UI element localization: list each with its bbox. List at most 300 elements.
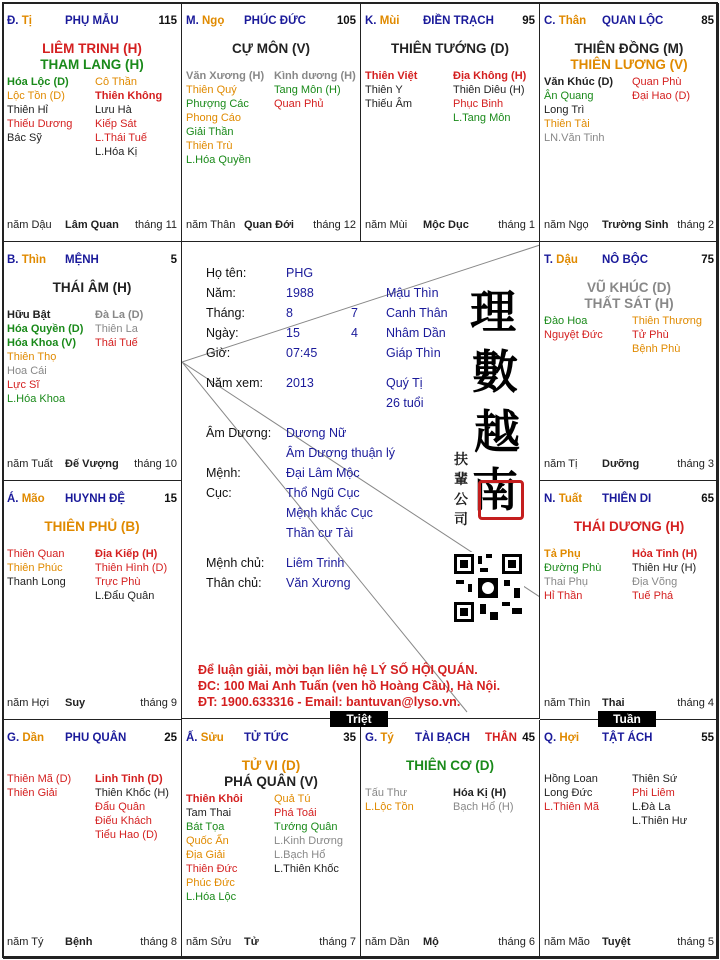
star-item: Hóa Kị (H): [453, 787, 507, 799]
star-item: Đào Hoa: [544, 315, 588, 327]
day-value: 15: [286, 326, 300, 340]
star-item: L.Lộc Tồn: [365, 801, 414, 813]
palace-title: HUYNH ĐỆ: [65, 493, 126, 505]
star-item: Hữu Bật: [7, 309, 51, 321]
star-item: Đại Hao (D): [632, 90, 691, 102]
star-item: Trực Phù: [95, 576, 141, 588]
palace-branch-prefix: N.: [544, 493, 556, 505]
right-stars: [453, 786, 514, 814]
main-star: THÁI DƯƠNG (H): [573, 519, 685, 534]
main-star: THIÊN TƯỚNG (D): [391, 41, 509, 56]
main-star: THẤT SÁT (H): [584, 296, 674, 311]
palace-number: 105: [336, 15, 356, 27]
palace-branch: Mão: [21, 493, 45, 505]
star-item: Quan Phủ: [274, 98, 324, 110]
palace-mao: [3, 481, 182, 720]
palace-year: năm Mùi: [365, 219, 408, 231]
day-can: Nhâm Dần: [386, 326, 446, 340]
palace-year: năm Tị: [544, 458, 578, 470]
palace-footer: [544, 458, 714, 472]
red-seal-stamp: [478, 480, 524, 520]
star-item: Thiên Hư (H): [632, 562, 697, 574]
menh-label: Mệnh:: [206, 466, 241, 480]
palace-branch: Tý: [380, 732, 394, 744]
month-can: Canh Thân: [386, 306, 448, 320]
main-star: THAM LANG (H): [40, 57, 144, 72]
palace-header: [365, 15, 535, 31]
star-item: Tấu Thư: [365, 787, 408, 799]
star-item: Quan Phù: [632, 76, 682, 88]
name-label: Họ tên:: [206, 266, 247, 280]
star-item: Thiên Trù: [186, 140, 233, 152]
palace-title: THIÊN DI: [602, 493, 652, 505]
palace-month: tháng 10: [134, 458, 177, 470]
palace-month: tháng 8: [140, 936, 177, 948]
palace-footer: [7, 936, 177, 950]
right-stars: [453, 69, 526, 125]
calligraphy-char-1: 理: [470, 285, 516, 339]
star-item: Tam Thai: [186, 807, 232, 819]
star-item: L.Đà La: [632, 801, 671, 813]
palace-branch-prefix: K.: [365, 15, 377, 27]
star-item: Thanh Long: [7, 576, 66, 588]
palace-than: [540, 3, 719, 242]
star-item: Quả Tú: [274, 793, 311, 805]
palace-year: năm Dần: [365, 936, 410, 948]
than-chu-value: Văn Xương: [286, 576, 351, 590]
star-item: Phong Cáo: [186, 112, 242, 124]
triet-badge: Triệt: [330, 711, 388, 727]
star-item: Lực Sĩ: [7, 379, 40, 391]
palace-stage: Đế Vượng: [65, 458, 119, 470]
palace-number: 65: [701, 493, 714, 505]
palace-number: 75: [701, 254, 714, 266]
palace-title: MỆNH: [65, 254, 99, 266]
star-item: Tả Phụ: [544, 548, 581, 560]
main-star: THÁI ÂM (H): [52, 280, 132, 295]
palace-number: 25: [164, 732, 177, 744]
palace-stage: Suy: [65, 697, 86, 709]
palace-branch: Tuất: [558, 493, 583, 505]
side-vertical-text: 扶 輩 公 司: [454, 452, 468, 528]
palace-branch: Sửu: [200, 732, 224, 744]
star-item: Long Đức: [544, 787, 593, 799]
year-label: Năm:: [206, 286, 236, 300]
star-item: Kiếp Sát: [95, 118, 137, 130]
palace-stage: Thai: [602, 697, 625, 709]
palace-branch: Tị: [21, 15, 32, 27]
palace-branch-prefix: T.: [544, 254, 553, 266]
amduong-label: Âm Dương:: [206, 426, 272, 440]
star-item: Địa Võng: [632, 576, 678, 588]
left-stars: [7, 772, 71, 800]
palace-year: năm Mão: [544, 936, 590, 948]
palace-title: TÀI BẠCH: [415, 732, 470, 744]
star-item: Thai Phụ: [544, 576, 589, 588]
palace-stage: Quan Đới: [244, 219, 294, 231]
star-item: Hóa Lộc (D): [7, 76, 69, 88]
left-stars: [544, 547, 601, 603]
star-item: L.Đẩu Quân: [95, 590, 155, 602]
star-item: Đường Phù: [544, 562, 602, 574]
month-label: Tháng:: [206, 306, 245, 320]
palace-branch-prefix: G.: [365, 732, 378, 744]
star-item: Thiên Quý: [186, 84, 237, 96]
palace-footer: [7, 219, 177, 233]
palace-title: TẬT ÁCH: [602, 732, 653, 744]
calligraphy-char-3: 越: [474, 405, 520, 459]
palace-number: 15: [164, 493, 177, 505]
palace-stage: Tử: [244, 936, 259, 948]
star-item: Phượng Các: [186, 98, 249, 110]
star-item: L.Hóa Kị: [95, 146, 138, 158]
right-stars: [274, 69, 356, 111]
left-stars: [544, 314, 603, 342]
star-item: L.Thiên Hư: [632, 815, 688, 827]
palace-month: tháng 11: [134, 219, 177, 231]
star-item: L.Bạch Hổ: [274, 849, 326, 861]
star-item: Hoa Cái: [7, 365, 47, 377]
palace-year: năm Tuất: [7, 458, 53, 470]
palace-header: [544, 493, 714, 509]
star-item: Đà La (D): [95, 309, 144, 321]
palace-footer: [7, 697, 177, 711]
hour-label: Giờ:: [206, 346, 231, 360]
day-lunar: 4: [351, 326, 358, 340]
star-item: Phi Liêm: [632, 787, 675, 799]
star-item: Kình dương (H): [274, 70, 356, 82]
star-item: Hỉ Thần: [544, 590, 583, 602]
star-item: L.Hóa Lộc: [186, 891, 237, 903]
star-item: Thiên Đức: [186, 863, 238, 875]
star-item: L.Thái Tuế: [95, 132, 147, 144]
palace-footer: [544, 697, 714, 711]
star-item: Thiên Sứ: [632, 773, 678, 785]
star-item: Linh Tinh (D): [95, 773, 163, 785]
left-stars: [7, 547, 66, 589]
center-info-panel: [182, 242, 540, 719]
palace-year: năm Sửu: [186, 936, 232, 948]
contact-line-3: ĐT: 1900.633316 - Email: bantuvan@lyso.vn.: [198, 695, 461, 709]
star-item: Tuế Phá: [632, 590, 674, 602]
palace-branch-prefix: Q.: [544, 732, 557, 744]
palace-year: năm Thìn: [544, 697, 591, 709]
star-item: Ân Quang: [544, 90, 594, 102]
star-item: Giải Thần: [186, 126, 234, 138]
star-item: Thiên Thọ: [7, 351, 57, 363]
month-lunar: 7: [351, 306, 358, 320]
palace-number: 85: [701, 15, 714, 27]
year-value: 1988: [286, 286, 314, 300]
palace-month: tháng 1: [498, 219, 535, 231]
tuan-badge: Tuần: [598, 711, 656, 727]
palace-month: tháng 2: [677, 219, 714, 231]
right-stars: [632, 314, 702, 356]
palace-suu: [182, 720, 361, 959]
name-value: PHG: [286, 266, 314, 280]
palace-year: năm Dậu: [7, 219, 52, 231]
palace-branch: Mùi: [379, 15, 400, 27]
left-stars: [365, 69, 417, 111]
palace-title: PHÚC ĐỨC: [244, 15, 306, 27]
star-item: Lộc Tồn (D): [7, 90, 65, 102]
calligraphy-char-2: 數: [472, 345, 518, 399]
star-item: Địa Giải: [186, 849, 226, 861]
palace-ty: [361, 720, 540, 959]
star-item: Thiên Phúc: [7, 562, 63, 574]
view-year-value: 2013: [286, 376, 314, 390]
star-item: Thiên Không: [95, 90, 163, 102]
view-year-label: Năm xem:: [206, 376, 263, 390]
star-item: LN.Văn Tinh: [544, 132, 605, 144]
main-star: THIÊN ĐỒNG (M): [574, 41, 684, 56]
cuc-value: Thổ Ngũ Cục: [286, 486, 360, 500]
palace-header: [7, 15, 177, 31]
contact-info: [198, 662, 500, 710]
star-item: Hỏa Tinh (H): [632, 548, 698, 560]
palace-branch-prefix: Á.: [7, 493, 19, 505]
palace-title: PHU QUÂN: [65, 732, 127, 744]
amduong-relation: Âm Dương thuận lý: [286, 446, 395, 460]
palace-year: năm Hợi: [7, 697, 50, 709]
palace-branch-prefix: Ấ.: [186, 732, 198, 744]
star-item: Thiên Khốc (H): [95, 787, 169, 799]
palace-stage: Trường Sinh: [602, 219, 669, 231]
right-stars: [95, 308, 143, 350]
palace-number: 45: [522, 732, 535, 744]
star-item: Phúc Đức: [186, 877, 235, 889]
right-stars: [632, 75, 690, 103]
star-item: Bác Sỹ: [7, 132, 42, 144]
palace-number: 55: [701, 732, 714, 744]
palace-branch: Hợi: [559, 732, 580, 744]
palace-header: [186, 732, 356, 748]
star-item: L.Hóa Khoa: [7, 393, 66, 405]
right-stars: [95, 547, 167, 603]
qr-code: [452, 552, 524, 624]
contact-line-2: ĐC: 100 Mai Anh Tuấn (ven hồ Hoàng Cầu), Hà Nội.: [198, 679, 501, 693]
right-stars: [274, 792, 343, 876]
star-item: Nguyệt Đức: [544, 329, 603, 341]
palace-mui: [361, 3, 540, 242]
palace-year: năm Thân: [186, 219, 236, 231]
star-item: Đẩu Quân: [95, 801, 146, 813]
right-stars: [632, 547, 697, 603]
palace-branch-prefix: M.: [186, 15, 199, 27]
palace-title: ĐIỀN TRẠCH: [423, 15, 494, 27]
palace-ngo: [182, 3, 361, 242]
hour-value: 07:45: [286, 346, 318, 360]
palace-number: 5: [170, 254, 177, 266]
palace-month: tháng 6: [498, 936, 535, 948]
palace-month: tháng 5: [677, 936, 714, 948]
star-item: Địa Kiếp (H): [95, 548, 158, 560]
palace-branch-prefix: Đ.: [7, 15, 19, 27]
palace-year: năm Ngọ: [544, 219, 589, 231]
palace-stage: Mộc Dục: [423, 219, 469, 231]
palace-month: tháng 4: [677, 697, 714, 709]
palace-header: [544, 732, 714, 748]
palace-branch: Thân: [558, 15, 587, 27]
palace-title: QUAN LỘC: [602, 15, 664, 27]
star-item: Thiên La: [95, 323, 138, 335]
palace-tuat: [540, 481, 719, 720]
palace-stage: Tuyệt: [602, 936, 631, 948]
star-item: Cô Thần: [95, 76, 137, 88]
main-star: THIÊN PHỦ (B): [44, 519, 140, 534]
palace-header: [7, 732, 177, 748]
star-item: L.Thiên Mã: [544, 801, 600, 813]
palace-stage: Mộ: [423, 936, 439, 948]
star-item: Hồng Loan: [544, 773, 598, 785]
calligraphy-char-4: 南: [472, 463, 518, 517]
age-value: 26 tuổi: [386, 396, 424, 410]
star-item: Tang Môn (H): [274, 84, 341, 96]
cuc-label: Cục:: [206, 486, 232, 500]
palace-branch-prefix: G.: [7, 732, 20, 744]
left-stars: [186, 69, 264, 167]
palace-footer: [365, 219, 535, 233]
palace-header: [544, 15, 714, 31]
star-item: Thiên Tài: [544, 118, 590, 130]
tuvi-chart: [2, 2, 718, 958]
palace-header: [7, 254, 177, 270]
palace-number: 95: [522, 15, 535, 27]
right-stars: [632, 772, 687, 828]
hour-can: Giáp Thìn: [386, 346, 441, 360]
than-position: Thần cư Tài: [286, 526, 354, 540]
menh-value: Đại Lâm Mộc: [286, 466, 360, 480]
palace-title: NÔ BỘC: [602, 254, 648, 266]
main-star: THIÊN LƯƠNG (V): [570, 57, 688, 72]
star-item: Hóa Quyền (D): [7, 323, 84, 335]
day-label: Ngày:: [206, 326, 239, 340]
star-item: Thiên Khôi: [186, 793, 243, 805]
star-item: Quốc Ấn: [186, 835, 229, 847]
palace-month: tháng 12: [313, 219, 356, 231]
view-year-can: Quý Tị: [386, 376, 423, 390]
palace-branch-prefix: B.: [7, 254, 19, 266]
left-stars: [7, 75, 72, 145]
star-item: Thái Tuế: [95, 337, 138, 349]
contact-line-1: Để luận giải, mời bạn liên hệ LÝ SỐ HỘI QUÁN.: [198, 663, 478, 677]
palace-number: 35: [343, 732, 356, 744]
palace-branch: Thìn: [21, 254, 46, 266]
main-star: CỰ MÔN (V): [232, 41, 310, 56]
star-item: Tướng Quân: [274, 821, 338, 833]
palace-month: tháng 7: [319, 936, 356, 948]
palace-footer: [544, 219, 714, 233]
palace-header: [544, 254, 714, 270]
star-item: Văn Khúc (D): [544, 76, 614, 88]
left-stars: [544, 772, 599, 814]
palace-footer: [186, 219, 356, 233]
star-item: Thiên Mã (D): [7, 773, 72, 785]
palace-dau: [540, 242, 719, 481]
palace-header: [365, 732, 535, 748]
left-stars: [544, 75, 613, 145]
palace-footer: [544, 936, 714, 950]
left-stars: [186, 792, 243, 904]
right-stars: [95, 75, 162, 159]
cuc-relation: Mệnh khắc Cục: [286, 506, 373, 520]
star-item: Lưu Hà: [95, 104, 132, 116]
palace-dan: [3, 720, 182, 959]
palace-year: năm Tý: [7, 936, 44, 948]
palace-branch: Dậu: [556, 254, 578, 266]
star-item: Bát Tọa: [186, 821, 225, 833]
star-item: Thiên Thương: [632, 315, 703, 327]
palace-header: [186, 15, 356, 31]
star-item: Điếu Khách: [95, 815, 152, 827]
star-item: Thiếu Âm: [365, 98, 413, 110]
main-star: PHÁ QUÂN (V): [224, 774, 318, 789]
left-stars: [365, 786, 414, 814]
star-item: Long Trì: [544, 104, 585, 116]
palace-month: tháng 3: [677, 458, 714, 470]
star-item: Thiếu Dương: [7, 118, 73, 130]
palace-footer: [365, 936, 535, 950]
palace-title: TỬ TỨC: [244, 732, 289, 744]
month-value: 8: [286, 306, 293, 320]
star-item: Văn Xương (H): [186, 70, 265, 82]
amduong-value: Dương Nữ: [286, 426, 347, 440]
palace-thin: [3, 242, 182, 481]
star-item: Phá Toái: [274, 807, 317, 819]
star-item: Địa Không (H): [453, 70, 527, 82]
left-stars: [7, 308, 83, 406]
star-item: Thiên Việt: [365, 70, 418, 82]
palace-footer: [7, 458, 177, 472]
palace-number: 115: [158, 15, 177, 27]
main-star: THIÊN CƠ (D): [405, 758, 494, 773]
star-item: L.Kinh Dương: [274, 835, 344, 847]
star-item: L.Tang Môn: [453, 112, 511, 124]
palace-title: PHỤ MẪU: [65, 15, 119, 27]
right-stars: [95, 772, 169, 842]
main-star: TỬ VI (D): [241, 758, 301, 773]
star-item: Bạch Hổ (H): [453, 801, 514, 813]
star-item: Thiên Diêu (H): [453, 84, 525, 96]
star-item: Bệnh Phù: [632, 343, 681, 355]
palace-footer: [186, 936, 356, 950]
star-item: Thiên Giải: [7, 787, 58, 799]
star-item: Thiên Hình (D): [95, 562, 168, 574]
star-item: Phục Binh: [453, 98, 504, 110]
palace-branch: Dần: [22, 732, 45, 744]
palace-stage: Dưỡng: [602, 458, 640, 470]
than-tag: THÂN: [485, 732, 517, 744]
palace-header: [7, 493, 177, 509]
star-item: Thiên Y: [365, 84, 403, 96]
star-item: Thiên Quan: [7, 548, 65, 560]
star-item: Hóa Khoa (V): [7, 337, 77, 349]
star-item: L.Thiên Khốc: [274, 863, 339, 875]
star-item: Thiên Hỉ: [7, 104, 48, 116]
star-item: Tiểu Hao (D): [95, 829, 158, 841]
star-item: L.Hóa Quyền: [186, 154, 251, 166]
than-chu-label: Thân chủ:: [206, 576, 262, 590]
main-star: LIÊM TRINH (H): [42, 41, 142, 56]
palace-stage: Lâm Quan: [65, 219, 119, 231]
palace-hoi: [540, 720, 719, 959]
palace-month: tháng 9: [140, 697, 177, 709]
palace-branch-prefix: C.: [544, 15, 556, 27]
menh-chu-value: Liêm Trinh: [286, 556, 345, 570]
palace-branch: Ngọ: [201, 15, 225, 27]
main-star: VŨ KHÚC (D): [587, 280, 671, 295]
palace-stage: Bệnh: [65, 936, 93, 948]
